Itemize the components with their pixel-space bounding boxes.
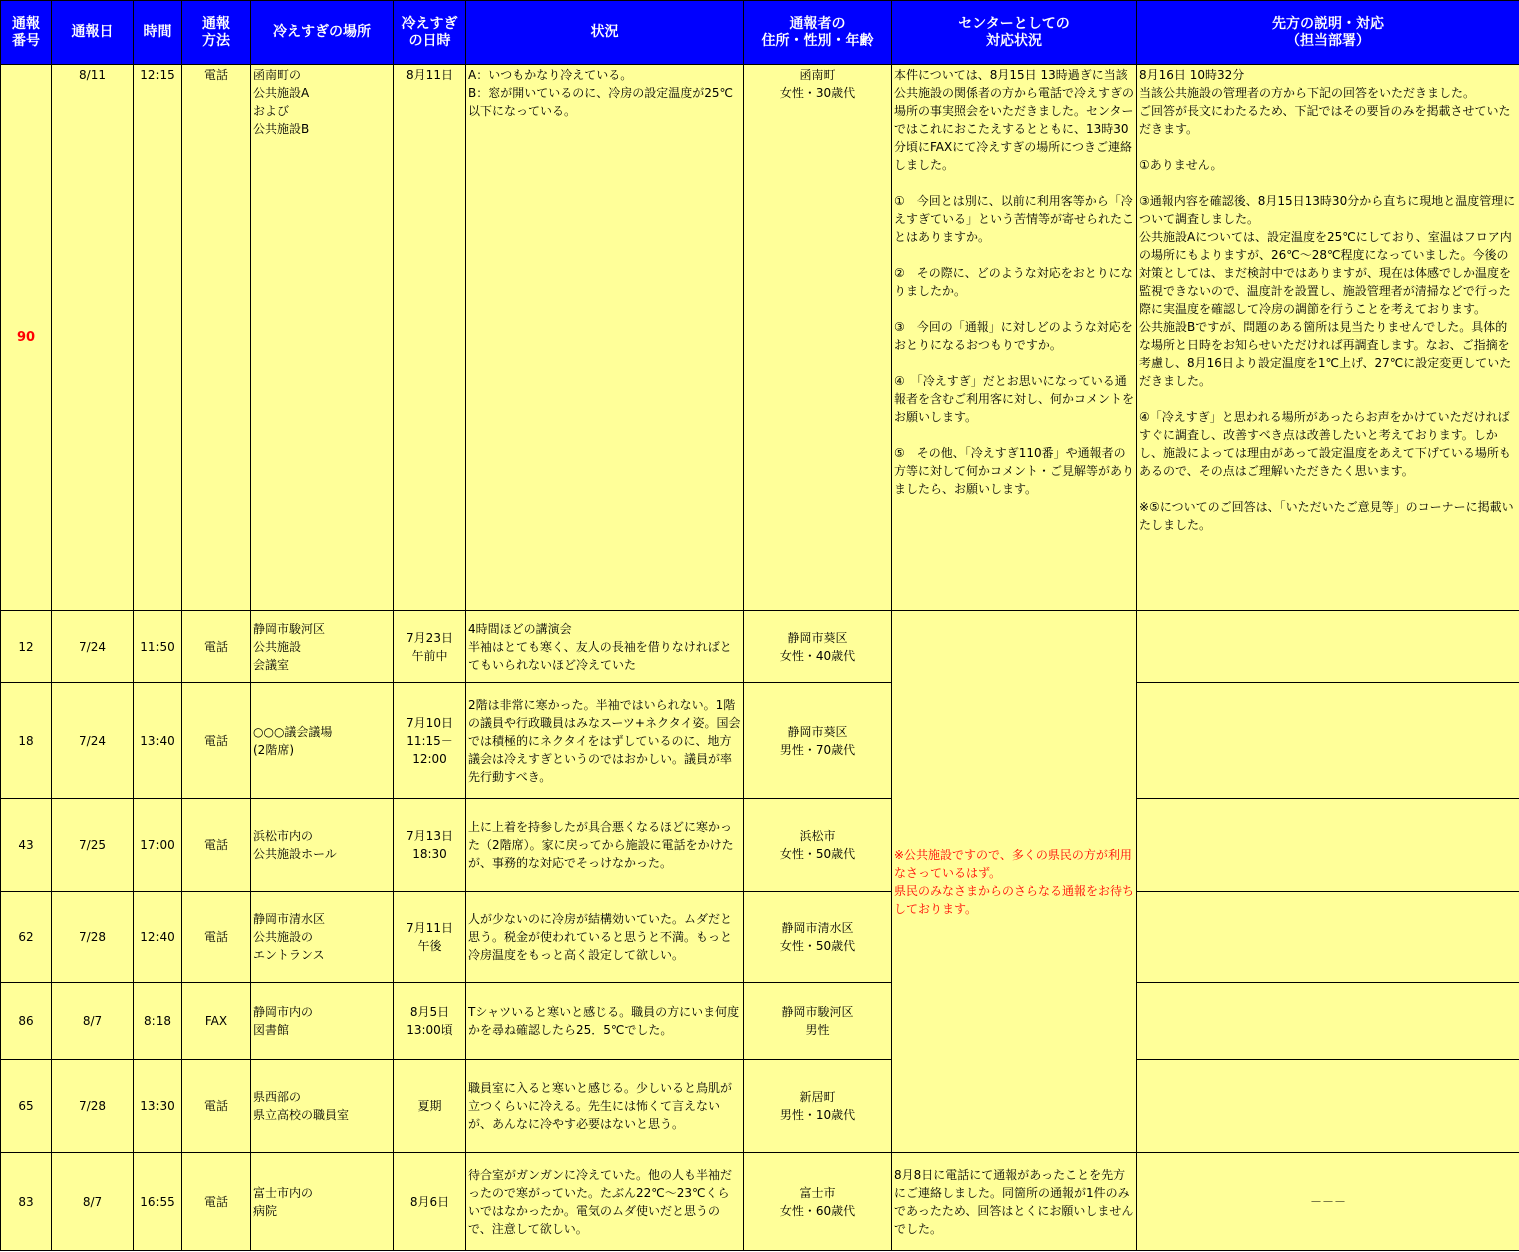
report-time: 12:40	[134, 892, 182, 983]
reporter-info: 静岡市駿河区 男性	[744, 983, 892, 1060]
cold-datetime: 7月10日 11:15－ 12:00	[394, 683, 466, 799]
reporter-info: 函南町 女性・30歳代	[744, 65, 892, 611]
center-response: 8月8日に電話にて通報があったことを先方にご連絡しました。同箇所の通報が1件のみであったため、回答はとくにお願いしませんでした。	[892, 1153, 1137, 1251]
report-date: 7/24	[52, 611, 134, 683]
cold-place: 静岡市駿河区 公共施設 会議室	[251, 611, 394, 683]
report-number: 43	[1, 799, 52, 892]
header-reporter: 通報者の 住所・性別・年齢	[744, 1, 892, 65]
report-time: 11:50	[134, 611, 182, 683]
cold-datetime: 8月5日 13:00頃	[394, 983, 466, 1060]
reporter-info: 静岡市葵区 男性・70歳代	[744, 683, 892, 799]
header-situation: 状況	[466, 1, 744, 65]
table-row	[1, 65, 1519, 611]
cold-place: 静岡市内の 図書館	[251, 983, 394, 1060]
party-response	[1137, 611, 1519, 683]
header-no: 通報 番号	[1, 1, 52, 65]
header-when: 冷えすぎ の日時	[394, 1, 466, 65]
table-row	[1, 1060, 1519, 1153]
table-row	[1, 683, 1519, 799]
report-method: 電話	[182, 65, 251, 611]
situation: 4時間ほどの講演会 半袖はとても寒く、友人の長袖を借りなければとてもいられないほど冷えていた	[466, 611, 744, 683]
report-number: 65	[1, 1060, 52, 1153]
party-response: 8月16日 10時32分 当該公共施設の管理者の方から下記の回答をいただきました。 ご回答が長文にわたるため、下記ではその要旨のみを掲載させていただきます。 ①ありません。 ③通報内容を確認後、8月15日13時30分から直ちに現地と温度管理について調査しました。 公共施設Aについては、設定温度を25℃にしており、室温はフロア内の場所にもよりますが、26℃～28℃程度になっていました。今後の対策としては、まだ検討中ではありますが、現在は体感でしか温度を監視できないので、温度計を設置し、施設管理者が清掃などで行った際に実温度を確認して冷房の調節を行うことを考えております。 公共施設Bですが、問題のある箇所は見当たりませんでした。具体的な場所と日時をお知らせいただければ再調査します。なお、ご指摘を考慮し、8月16日より設定温度を1℃上げ、27℃に設定変更していただきました。 ④「冷えすぎ」と思われる場所があったらお声をかけていただければすぐに調査し、改善すべき点は改善したいと考えております。しかし、施設によっては理由があって設定温度をあえて下げている場所もあるので、その点はご理解いただきたく思います。 ※⑤についてのご回答は、「いただいたご意見等」のコーナーに掲載いたしました。	[1137, 65, 1519, 611]
report-method: 電話	[182, 1153, 251, 1251]
report-method: 電話	[182, 892, 251, 983]
header-time: 時間	[134, 1, 182, 65]
cold-datetime: 夏期	[394, 1060, 466, 1153]
report-time: 12:15	[134, 65, 182, 611]
center-shared-note: ※公共施設ですので、多くの県民の方が利用なさっているはず。 県民のみなさまからのさらなる通報をお待ちしております。	[892, 611, 1137, 1153]
cold-datetime: 7月13日 18:30	[394, 799, 466, 892]
header-date: 通報日	[52, 1, 134, 65]
report-method: 電話	[182, 611, 251, 683]
reporter-info: 新居町 男性・10歳代	[744, 1060, 892, 1153]
header-center: センターとしての 対応状況	[892, 1, 1137, 65]
report-number: 62	[1, 892, 52, 983]
reporter-info: 浜松市 女性・50歳代	[744, 799, 892, 892]
center-response	[1137, 1060, 1519, 1153]
cold-place: 函南町の 公共施設A および 公共施設B	[251, 65, 394, 611]
report-time: 17:00	[134, 799, 182, 892]
report-time: 16:55	[134, 1153, 182, 1251]
cold-place: 富士市内の 病院	[251, 1153, 394, 1251]
cold-place: 県西部の 県立高校の職員室	[251, 1060, 394, 1153]
party-response	[1137, 683, 1519, 799]
cold-datetime: 7月11日 午後	[394, 892, 466, 983]
report-time: 13:30	[134, 1060, 182, 1153]
report-number: 90	[1, 65, 52, 611]
cold-place: ○○○議会議場 (2階席)	[251, 683, 394, 799]
situation: A：いつもかなり冷えている。 B：窓が開いているのに、冷房の設定温度が25℃以下になっている。	[466, 65, 744, 611]
reporter-info: 静岡市清水区 女性・50歳代	[744, 892, 892, 983]
report-date: 7/24	[52, 683, 134, 799]
report-number: 83	[1, 1153, 52, 1251]
report-date: 8/7	[52, 983, 134, 1060]
table-row	[1, 611, 1519, 683]
situation: 待合室がガンガンに冷えていた。他の人も半袖だったので寒がっていた。たぶん22℃～23℃くらいではなかったか。電気のムダ使いだと思うので、注意して欲しい。	[466, 1153, 744, 1251]
report-date: 7/28	[52, 1060, 134, 1153]
report-method: 電話	[182, 683, 251, 799]
report-date: 8/11	[52, 65, 134, 611]
situation: Tシャツいると寒いと感じる。職員の方にいま何度かを尋ね確認したら25．5℃でした。	[466, 983, 744, 1060]
cold-datetime: 8月11日	[394, 65, 466, 611]
header-response: 先方の説明・対応 （担当部署）	[1137, 1, 1519, 65]
party-response	[1137, 892, 1519, 983]
cold-datetime: 7月23日 午前中	[394, 611, 466, 683]
report-date: 8/7	[52, 1153, 134, 1251]
report-number: 12	[1, 611, 52, 683]
table-row	[1, 892, 1519, 983]
situation: 上に上着を持参したが具合悪くなるほどに寒かった（2階席）。家に戻ってから施設に電話をかけたが、事務的な対応でそっけなかった。	[466, 799, 744, 892]
report-date: 7/25	[52, 799, 134, 892]
header-place: 冷えすぎの場所	[251, 1, 394, 65]
report-time: 13:40	[134, 683, 182, 799]
report-method: FAX	[182, 983, 251, 1060]
header-row	[1, 1, 1519, 65]
report-date: 7/28	[52, 892, 134, 983]
cold-datetime: 8月6日	[394, 1153, 466, 1251]
report-number: 18	[1, 683, 52, 799]
table-row	[1, 799, 1519, 892]
situation: 人が少ないのに冷房が結構効いていた。ムダだと思う。税金が使われていると思うと不満。もっと冷房温度をもっと高く設定して欲しい。	[466, 892, 744, 983]
situation: 職員室に入ると寒いと感じる。少しいると鳥肌が立つくらいに冷える。先生には怖くて言えないが、あんなに冷やす必要はないと思う。	[466, 1060, 744, 1153]
report-method: 電話	[182, 1060, 251, 1153]
header-method: 通報 方法	[182, 1, 251, 65]
center-response: 本件については、8月15日 13時過ぎに当該公共施設の関係者の方から電話で冷えすぎの場所の事実照会をいただきました。センターではこれにおこたえするとともに、13時30分頃にFAXにて冷えすぎの場所につきご連絡しました。 ① 今回とは別に、以前に利用客等から「冷えすぎている」という苦情等が寄せられたことはありますか。 ② その際に、どのような対応をおとりになりましたか。 ③ 今回の「通報」に対しどのような対応をおとりになるおつもりですか。 ④ 「冷えすぎ」だとお思いになっている通報者を含むご利用客に対し、何かコメントをお願いします。 ⑤ その他、「冷えすぎ110番」や通報者の方等に対して何かコメント・ご見解等がありましたら、お願いします。	[892, 65, 1137, 611]
cold-place: 浜松市内の 公共施設ホール	[251, 799, 394, 892]
table-row	[1, 983, 1519, 1060]
party-response	[1137, 983, 1519, 1060]
situation: 2階は非常に寒かった。半袖ではいられない。1階の議員や行政職員はみなスーツ+ネクタイ姿。国会では積極的にネクタイをはずしているのに、地方議会は冷えすぎというのではおかしい。議員が率先行動すべき。	[466, 683, 744, 799]
reporter-info: 富士市 女性・60歳代	[744, 1153, 892, 1251]
party-response: －－－	[1137, 1153, 1519, 1251]
report-time: 8:18	[134, 983, 182, 1060]
cold-place: 静岡市清水区 公共施設の エントランス	[251, 892, 394, 983]
report-method: 電話	[182, 799, 251, 892]
reporter-info: 静岡市葵区 女性・40歳代	[744, 611, 892, 683]
report-number: 86	[1, 983, 52, 1060]
table-row	[1, 1153, 1519, 1251]
party-response	[1137, 799, 1519, 892]
